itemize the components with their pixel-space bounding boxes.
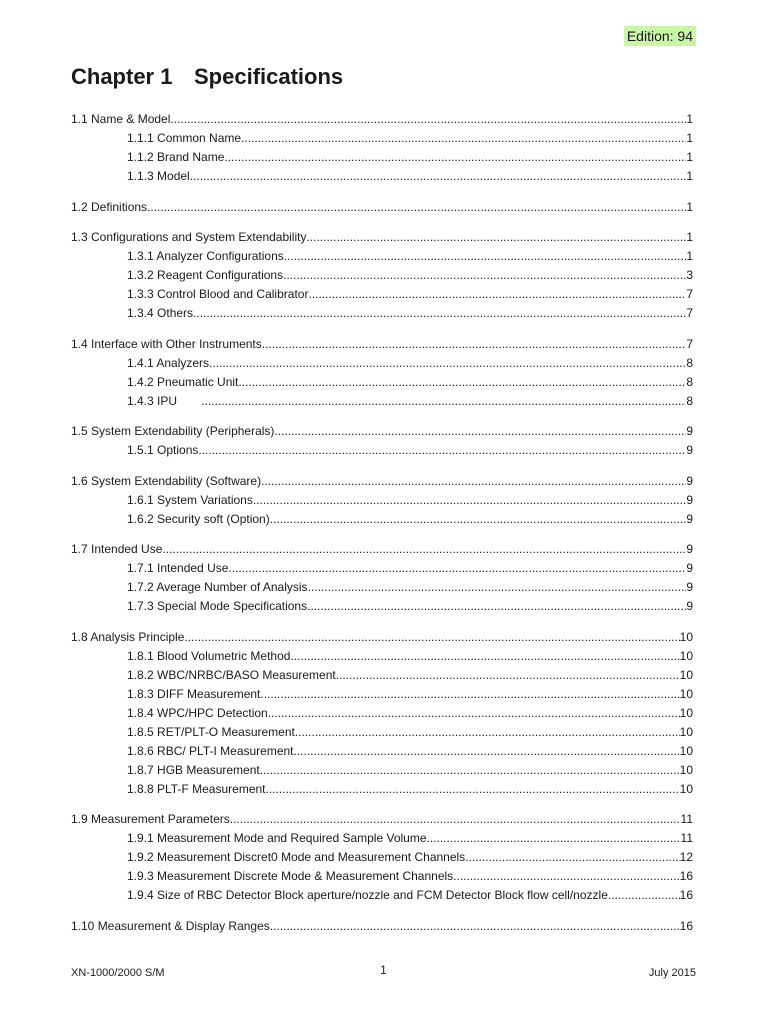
toc-entry[interactable]: [71, 848, 693, 867]
toc-entry[interactable]: [71, 335, 693, 354]
table-of-contents: [71, 110, 693, 947]
toc-dot-leader: [241, 129, 686, 148]
toc-dot-leader: [284, 247, 687, 266]
toc-entry-page: 11: [680, 812, 693, 826]
toc-dot-leader: [295, 723, 680, 742]
toc-dot-leader: [307, 597, 686, 616]
toc-dot-leader: [193, 304, 686, 323]
footer-document-id: XN-1000/2000 S/M: [71, 967, 165, 979]
toc-entry-page: 10: [679, 762, 693, 777]
toc-entry-page: 3: [686, 268, 693, 282]
toc-entry-title: 1.10 Measurement & Display Ranges: [71, 918, 270, 933]
toc-entry-title: 1.9 Measurement Parameters: [71, 812, 230, 826]
toc-entry[interactable]: [71, 266, 693, 285]
toc-section: [71, 472, 693, 529]
toc-dot-leader: [253, 491, 686, 510]
toc-dot-leader: [290, 647, 679, 666]
toc-entry-title: 1.8.7 HGB Measurement: [127, 762, 260, 777]
toc-entry-title: 1.8 Analysis Principle: [71, 629, 185, 644]
toc-dot-leader: [209, 354, 686, 373]
toc-entry-page: 16: [679, 869, 693, 883]
toc-entry-title: 1.7.3 Special Mode Specifications: [127, 599, 308, 613]
toc-dot-leader: [261, 472, 686, 491]
toc-entry[interactable]: [71, 810, 693, 829]
toc-entry-title: 1.4 Interface with Other Instruments: [71, 336, 262, 351]
toc-entry[interactable]: [71, 354, 693, 373]
chapter-title: Specifications: [194, 64, 344, 89]
toc-entry-title: 1.8.4 WPC/HPC Detection: [127, 705, 268, 720]
toc-entry-page: 12: [679, 850, 693, 864]
toc-dot-leader: [270, 510, 687, 529]
toc-entry[interactable]: [71, 867, 693, 886]
toc-entry-title: 1.7.2 Average Number of Analysis: [127, 580, 308, 594]
toc-entry[interactable]: [71, 129, 693, 148]
toc-entry-page: 8: [686, 374, 693, 389]
toc-dot-leader: [306, 228, 686, 247]
toc-entry-title: 1.3.1 Analyzer Configurations: [127, 249, 284, 263]
toc-section: [71, 628, 693, 799]
toc-dot-leader: [294, 742, 680, 761]
toc-entry[interactable]: [71, 628, 693, 647]
toc-dot-leader: [224, 148, 686, 167]
toc-entry-title: 1.3.4 Others: [127, 306, 194, 320]
toc-entry-title: 1.6.2 Security soft (Option): [127, 511, 270, 526]
toc-section: [71, 198, 693, 217]
toc-entry-title: 1.2 Definitions: [71, 199, 148, 214]
toc-dot-leader: [453, 867, 679, 886]
toc-entry-page: 7: [686, 306, 693, 320]
toc-entry-page: 9: [686, 492, 693, 507]
toc-entry[interactable]: [71, 540, 693, 559]
edition-label: Edition: 94: [624, 26, 696, 46]
toc-entry[interactable]: [71, 780, 693, 799]
toc-dot-leader: [427, 829, 681, 848]
toc-section: [71, 917, 693, 936]
toc-entry[interactable]: [71, 742, 693, 761]
toc-dot-leader: [190, 167, 687, 186]
toc-section: [71, 810, 693, 905]
toc-entry[interactable]: [71, 666, 693, 685]
toc-entry-title: 1.3.2 Reagent Configurations: [127, 268, 284, 282]
toc-dot-leader: [465, 848, 679, 867]
toc-entry-page: 10: [679, 629, 693, 644]
toc-entry[interactable]: [71, 917, 693, 936]
toc-entry-page: 1: [686, 249, 693, 263]
toc-entry-title: 1.9.4 Size of RBC Detector Block aperture/nozzle and FCM Detector Block flow cell/nozzle: [127, 888, 608, 902]
toc-entry-title: 1.8.5 RET/PLT-O Measurement: [127, 724, 295, 739]
toc-dot-leader: [260, 685, 679, 704]
toc-entry-title: 1.4.3 IPU: [127, 393, 178, 408]
toc-section: [71, 110, 693, 186]
toc-entry-title: 1.8.1 Blood Volumetric Method: [127, 648, 291, 663]
chapter-number: Chapter 1: [71, 64, 173, 89]
toc-entry[interactable]: [71, 510, 693, 529]
toc-entry-title: 1.3.3 Control Blood and Calibrator: [127, 287, 309, 301]
toc-entry-page: 7: [686, 336, 693, 351]
toc-dot-leader: [260, 761, 680, 780]
toc-section: [71, 422, 693, 460]
toc-dot-leader: [308, 578, 687, 597]
toc-entry[interactable]: [71, 829, 693, 848]
toc-dot-leader: [201, 392, 686, 411]
toc-dot-leader: [270, 917, 680, 936]
toc-entry[interactable]: [71, 198, 693, 217]
footer-date: July 2015: [648, 967, 696, 979]
toc-entry[interactable]: [71, 472, 693, 491]
toc-entry[interactable]: [71, 647, 693, 666]
toc-entry[interactable]: [71, 685, 693, 704]
toc-entry[interactable]: [71, 441, 693, 460]
toc-entry-page: 9: [686, 473, 693, 488]
toc-entry[interactable]: [71, 491, 693, 510]
toc-entry-page: 1: [686, 169, 693, 183]
toc-entry-page: 8: [686, 393, 693, 408]
toc-entry[interactable]: [71, 148, 693, 167]
toc-dot-leader: [283, 266, 686, 285]
toc-entry-title: 1.6 System Extendability (Software): [71, 473, 262, 488]
toc-entry-title: 1.1.2 Brand Name: [127, 150, 225, 164]
toc-entry[interactable]: [71, 228, 693, 247]
toc-entry-page: 11: [680, 831, 693, 845]
toc-entry-page: 9: [686, 443, 693, 457]
toc-entry-page: 10: [679, 705, 693, 720]
toc-entry-title: 1.7.1 Intended Use: [127, 561, 229, 575]
toc-entry-page: 9: [686, 424, 693, 438]
toc-entry[interactable]: [71, 597, 693, 616]
toc-dot-leader: [308, 285, 686, 304]
toc-section: [71, 228, 693, 323]
toc-entry-title: 1.5.1 Options: [127, 443, 199, 457]
toc-dot-leader: [336, 666, 680, 685]
toc-entry-page: 10: [679, 686, 693, 701]
toc-entry-page: 9: [686, 542, 693, 556]
toc-entry-page: 10: [679, 743, 693, 758]
toc-entry-title: 1.8.8 PLT-F Measurement: [127, 781, 266, 796]
toc-entry-page: 16: [679, 918, 693, 933]
toc-entry-title: 1.9.2 Measurement Discret0 Mode and Measurement Channels: [127, 850, 466, 864]
toc-entry-title: 1.8.2 WBC/NRBC/BASO Measurement: [127, 667, 336, 682]
toc-dot-leader: [268, 704, 680, 723]
toc-entry-page: 1: [686, 230, 693, 244]
toc-dot-leader: [262, 335, 687, 354]
toc-dot-leader: [198, 441, 686, 460]
toc-entry-title: 1.6.1 System Variations: [127, 492, 253, 507]
toc-dot-leader: [184, 628, 679, 647]
toc-entry-title: 1.1 Name & Model: [71, 112, 171, 126]
toc-entry-title: 1.8.3 DIFF Measurement: [127, 686, 261, 701]
toc-entry-title: 1.1.1 Common Name: [127, 131, 242, 145]
toc-section: [71, 540, 693, 616]
toc-entry-page: 1: [686, 112, 693, 126]
toc-entry-title: 1.4.2 Pneumatic Unit: [127, 374, 239, 389]
toc-entry-page: 1: [686, 150, 693, 164]
toc-section: [71, 335, 693, 411]
toc-entry[interactable]: [71, 167, 693, 186]
toc-entry-page: 10: [679, 667, 693, 682]
toc-entry[interactable]: [71, 723, 693, 742]
toc-entry-title: 1.9.1 Measurement Mode and Required Sample Volume: [127, 831, 427, 845]
toc-entry-page: 10: [679, 724, 693, 739]
toc-entry-title: 1.5 System Extendability (Peripherals): [71, 424, 275, 438]
toc-entry-title: 1.4.1 Analyzers: [127, 355, 210, 370]
toc-entry[interactable]: [71, 559, 693, 578]
toc-entry-page: 16: [679, 888, 693, 902]
toc-entry[interactable]: [71, 285, 693, 304]
toc-entry-title: 1.8.6 RBC/ PLT-I Measurement: [127, 743, 294, 758]
toc-entry-page: 1: [686, 199, 693, 214]
toc-entry[interactable]: [71, 761, 693, 780]
toc-entry-page: 9: [686, 511, 693, 526]
toc-entry-title: 1.3 Configurations and System Extendability: [71, 230, 307, 244]
toc-entry[interactable]: [71, 704, 693, 723]
toc-dot-leader: [230, 810, 681, 829]
toc-entry-page: 10: [679, 781, 693, 796]
toc-entry[interactable]: [71, 247, 693, 266]
toc-entry-title: 1.9.3 Measurement Discrete Mode & Measurement Channels: [127, 869, 454, 883]
toc-entry-page: 8: [686, 355, 693, 370]
toc-entry-title: 1.1.3 Model: [127, 169, 190, 183]
toc-dot-leader: [608, 886, 680, 905]
toc-entry-page: 9: [686, 561, 693, 575]
toc-entry[interactable]: [71, 304, 693, 323]
toc-entry[interactable]: [71, 373, 693, 392]
toc-entry-page: 1: [686, 131, 693, 145]
toc-dot-leader: [170, 110, 686, 129]
toc-entry-title: 1.7 Intended Use: [71, 542, 163, 556]
toc-entry-page: 9: [686, 580, 693, 594]
toc-entry-page: 10: [679, 648, 693, 663]
toc-entry-page: 9: [686, 599, 693, 613]
toc-dot-leader: [274, 422, 686, 441]
toc-entry-page: 7: [686, 287, 693, 301]
chapter-heading: [71, 62, 343, 92]
toc-dot-leader: [238, 373, 686, 392]
footer-page-number: 1: [380, 963, 387, 977]
toc-entry[interactable]: [71, 578, 693, 597]
toc-dot-leader: [162, 540, 686, 559]
toc-entry[interactable]: [71, 392, 693, 411]
toc-entry[interactable]: [71, 422, 693, 441]
toc-dot-leader: [147, 198, 686, 217]
toc-entry[interactable]: [71, 110, 693, 129]
toc-entry[interactable]: [71, 886, 693, 905]
toc-dot-leader: [266, 780, 680, 799]
toc-dot-leader: [228, 559, 686, 578]
